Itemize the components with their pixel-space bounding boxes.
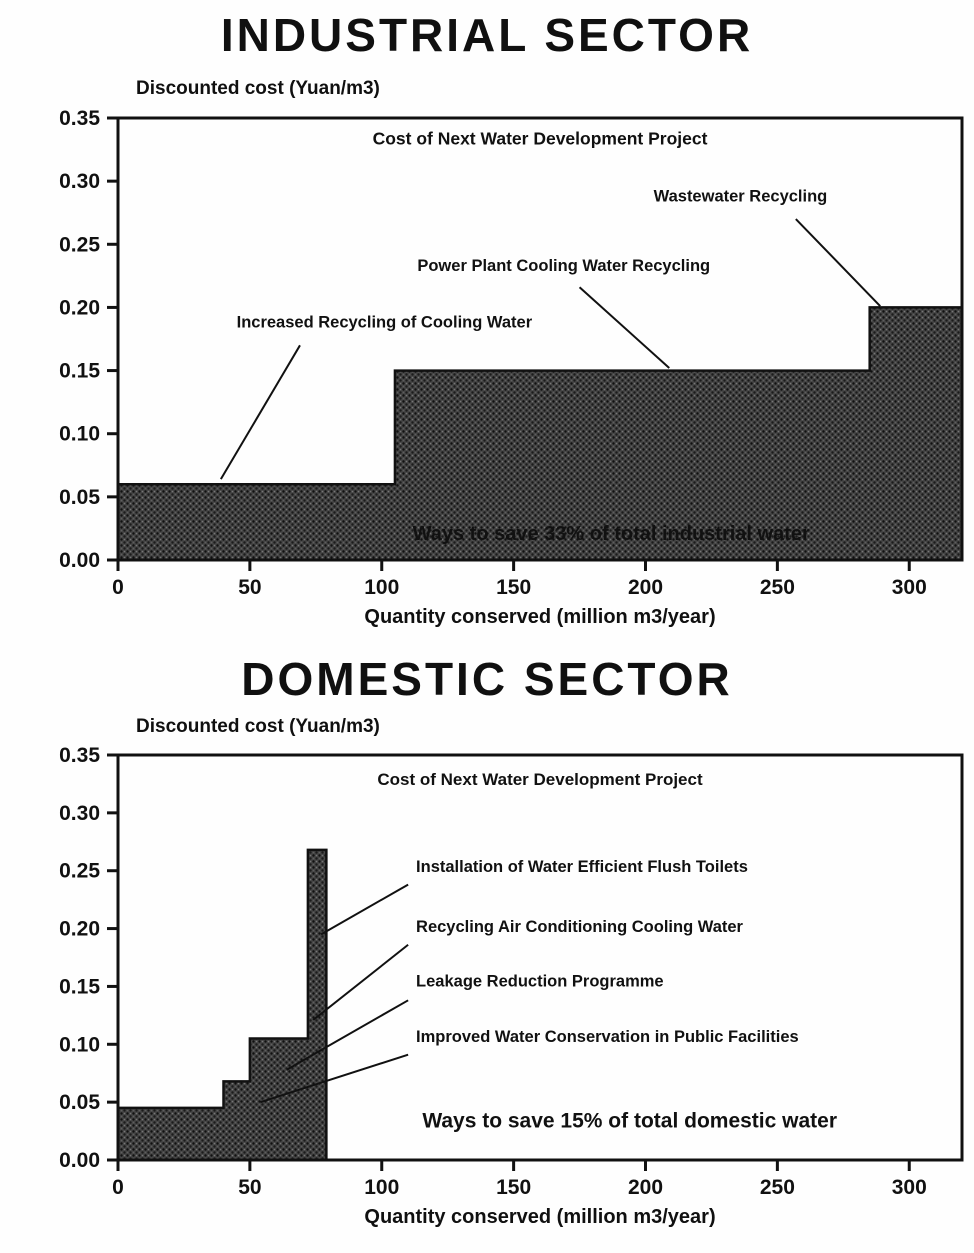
x-tick-label: 200 [627, 1176, 664, 1199]
conservation-steps-area [118, 850, 326, 1160]
ceiling-label: Cost of Next Water Development Project [372, 128, 708, 149]
domestic-cost-axis-title: Discounted cost (Yuan/m3) [136, 716, 380, 737]
ceiling-label: Cost of Next Water Development Project [377, 770, 703, 790]
x-tick-label: 250 [759, 1176, 795, 1199]
x-tick-label: 50 [238, 1176, 262, 1199]
x-tick-label: 0 [112, 576, 124, 599]
y-tick-label: 0.30 [59, 170, 100, 194]
y-tick-label: 0.25 [59, 859, 100, 883]
x-tick-label: 0 [112, 1176, 124, 1199]
step-label-air-conditioning: Recycling Air Conditioning Cooling Water [416, 918, 743, 937]
x-tick-label: 300 [891, 1176, 927, 1199]
y-tick-label: 0.25 [59, 233, 100, 257]
step-label-power-plant: Power Plant Cooling Water Recycling [417, 256, 711, 275]
x-tick-label: 150 [496, 1176, 532, 1199]
y-tick-label: 0.10 [59, 422, 100, 446]
x-tick-label: 200 [627, 576, 664, 599]
domestic-chart [0, 710, 974, 1253]
y-tick-label: 0.05 [59, 485, 100, 509]
step-label-flush-toilets: Installation of Water Efficient Flush Toilets [416, 857, 748, 876]
x-tick-label: 100 [364, 576, 400, 599]
y-tick-label: 0.20 [59, 296, 100, 320]
x-tick-label: 250 [759, 576, 795, 599]
x-tick-label: 150 [496, 576, 532, 599]
domestic-x-axis-label: Quantity conserved (million m3/year) [364, 1206, 716, 1228]
y-tick-label: 0.20 [59, 917, 100, 941]
industrial-sector-title: INDUSTRIAL SECTOR [220, 9, 754, 61]
x-tick-label: 100 [364, 1176, 400, 1199]
leader-line [287, 1000, 408, 1069]
step-label-public-facilities: Improved Water Conservation in Public Facilities [416, 1027, 799, 1046]
leader-line [580, 287, 670, 368]
leader-line [796, 219, 880, 306]
y-tick-label: 0.15 [59, 975, 100, 999]
y-tick-label: 0.05 [59, 1091, 100, 1115]
y-tick-label: 0.00 [59, 549, 100, 572]
step-label-leakage: Leakage Reduction Programme [416, 972, 664, 991]
summary-label: Ways to save 33% of total industrial water [412, 522, 810, 545]
industrial-x-axis-label: Quantity conserved (million m3/year) [364, 606, 716, 628]
leader-line [321, 885, 408, 935]
summary-label: Ways to save 15% of total domestic water [422, 1109, 838, 1133]
industrial-cost-axis-title: Discounted cost (Yuan/m3) [136, 78, 380, 99]
y-tick-label: 0.30 [59, 801, 100, 825]
y-tick-label: 0.00 [59, 1149, 100, 1172]
industrial-chart [0, 70, 974, 645]
domestic-sector-title: DOMESTIC SECTOR [241, 653, 733, 705]
y-tick-label: 0.10 [59, 1033, 100, 1057]
y-tick-label: 0.35 [59, 744, 100, 767]
y-tick-label: 0.15 [59, 359, 100, 383]
step-label-increased-recycling: Increased Recycling of Cooling Water [236, 313, 533, 332]
x-tick-label: 300 [891, 576, 927, 599]
y-tick-label: 0.35 [59, 107, 100, 130]
leader-line [221, 345, 300, 479]
x-tick-label: 50 [238, 576, 262, 599]
step-label-wastewater: Wastewater Recycling [653, 187, 828, 206]
